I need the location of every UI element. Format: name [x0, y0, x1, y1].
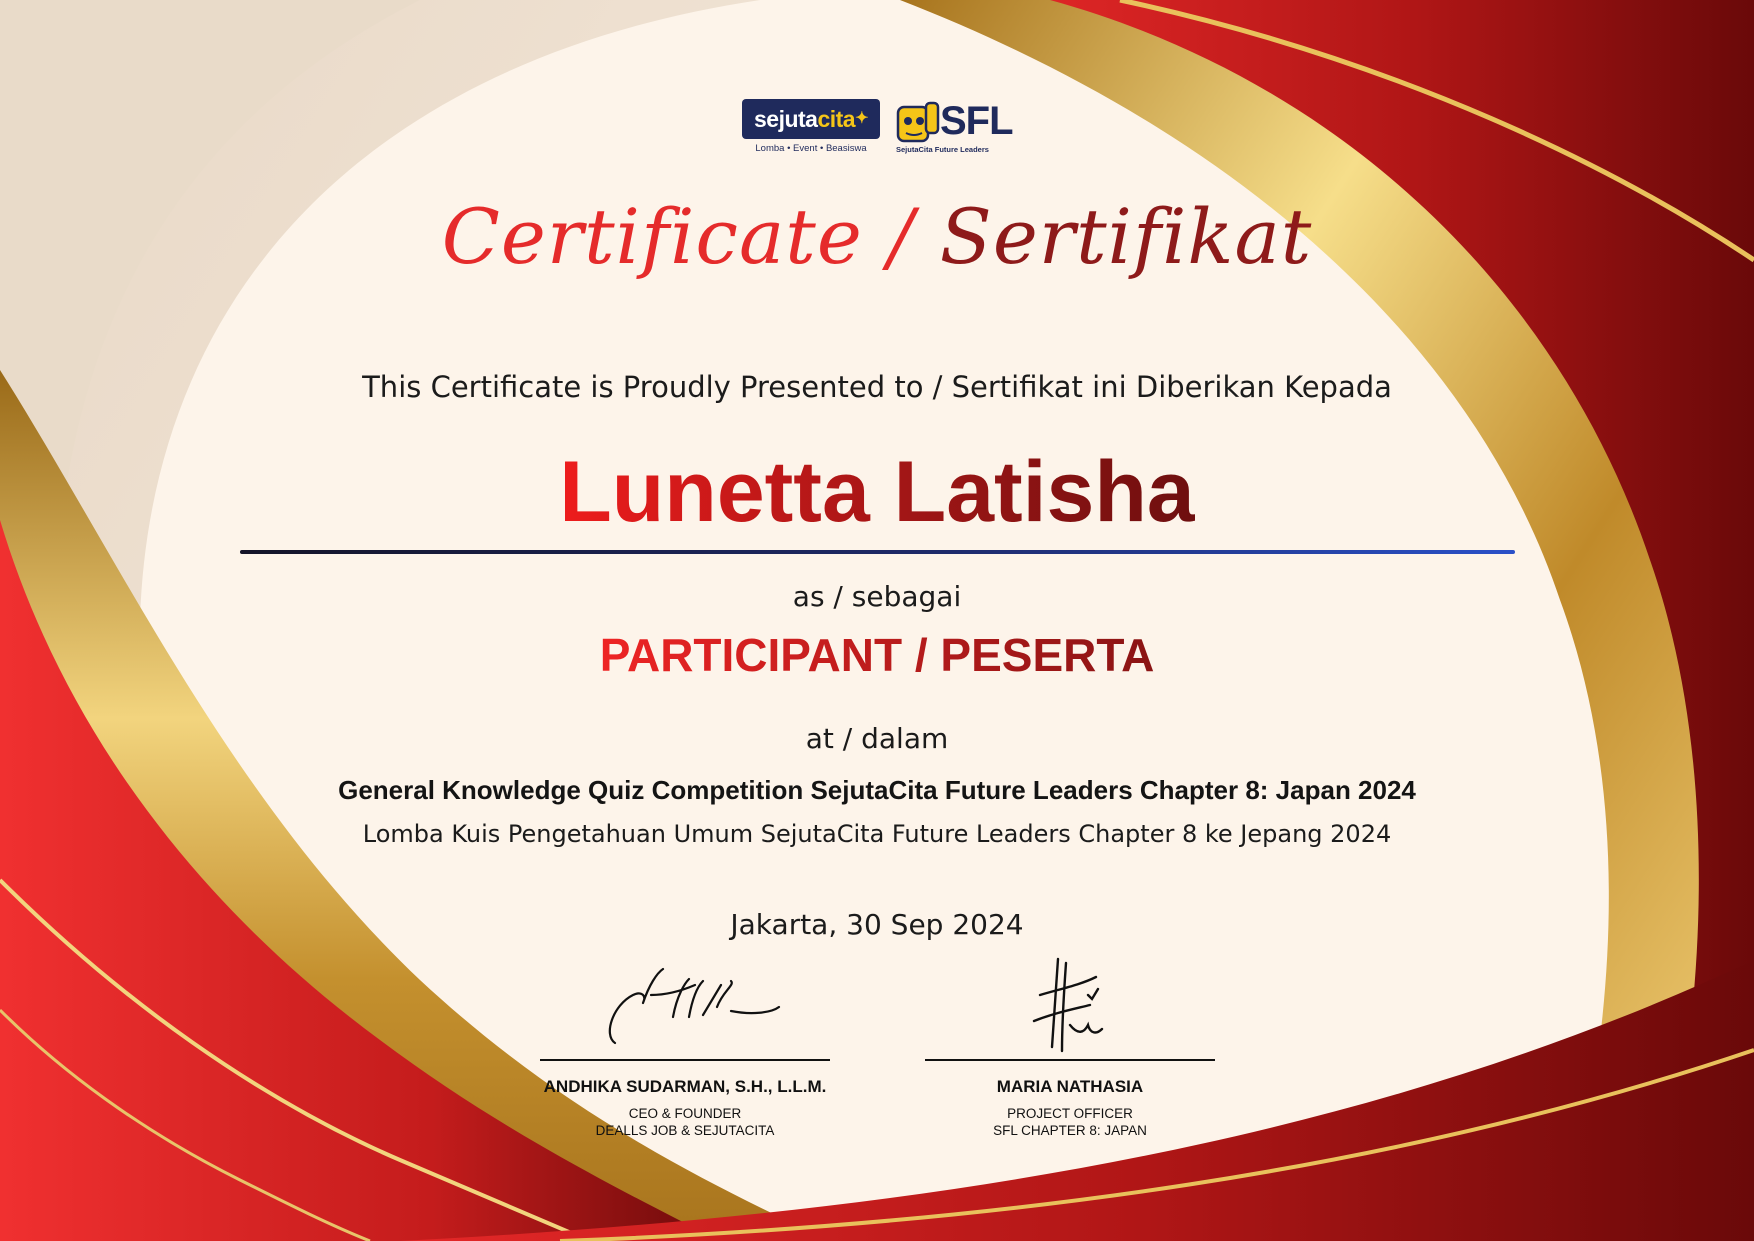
sejutacita-logo-main: sejuta: [753, 106, 818, 132]
recipient-name-wrap: [0, 442, 1754, 542]
as-label: as / sebagai: [792, 580, 962, 613]
signature-image: [970, 955, 1170, 1055]
signatory-position: PROJECT OFFICER: [1007, 1106, 1133, 1121]
presented-to-text: This Certificate is Proudly Presented to / Sertifikat ini Diberikan Kepada: [362, 370, 1392, 404]
signature-image: [585, 955, 785, 1055]
signature-line: [540, 1059, 830, 1061]
signatory-organization: SFL CHAPTER 8: JAPAN: [993, 1123, 1147, 1138]
signatory-organization: DEALLS JOB & SEJUTACITA: [595, 1123, 775, 1138]
signatory-name: MARIA NATHASIA: [996, 1077, 1144, 1096]
name-underline: [240, 550, 1515, 554]
at-label: at / dalam: [805, 722, 949, 755]
title-separator: /: [862, 192, 940, 281]
title-english: Certificate: [441, 192, 863, 281]
logo-group: [740, 97, 1020, 159]
event-name-english: General Knowledge Quiz Competition SejutaCita Future Leaders Chapter 8: Japan 2024: [338, 775, 1416, 805]
sfl-logo: [896, 97, 1020, 159]
title-indonesian: Sertifikat: [939, 192, 1313, 281]
certificate-title: [0, 192, 1754, 281]
signature-line: [925, 1059, 1215, 1061]
sfl-mascot-icon: [896, 99, 940, 145]
signatory-name: ANDHIKA SUDARMAN, S.H., L.L.M.: [543, 1077, 827, 1096]
sparkle-icon: ✦: [855, 110, 869, 127]
sejutacita-logo: [740, 97, 882, 159]
sfl-tagline: SejutaCita Future Leaders: [896, 145, 989, 154]
place-date: Jakarta, 30 Sep 2024: [730, 908, 1024, 941]
sfl-logo-text: SFL: [940, 99, 1013, 143]
role-wrap: [0, 628, 1754, 682]
signature-block-project-officer: [925, 955, 1215, 1139]
sejutacita-logo-accent: cita: [817, 106, 856, 132]
event-name-indonesian: Lomba Kuis Pengetahuan Umum SejutaCita Future Leaders Chapter 8 ke Jepang 2024: [362, 820, 1392, 848]
role-text: PARTICIPANT / PESERTA: [599, 629, 1155, 681]
signature-block-ceo: [540, 955, 830, 1139]
sejutacita-tagline: Lomba • Event • Beasiswa: [755, 143, 867, 154]
recipient-name: Lunetta Latisha: [559, 444, 1195, 540]
signatory-position: CEO & FOUNDER: [628, 1106, 742, 1121]
